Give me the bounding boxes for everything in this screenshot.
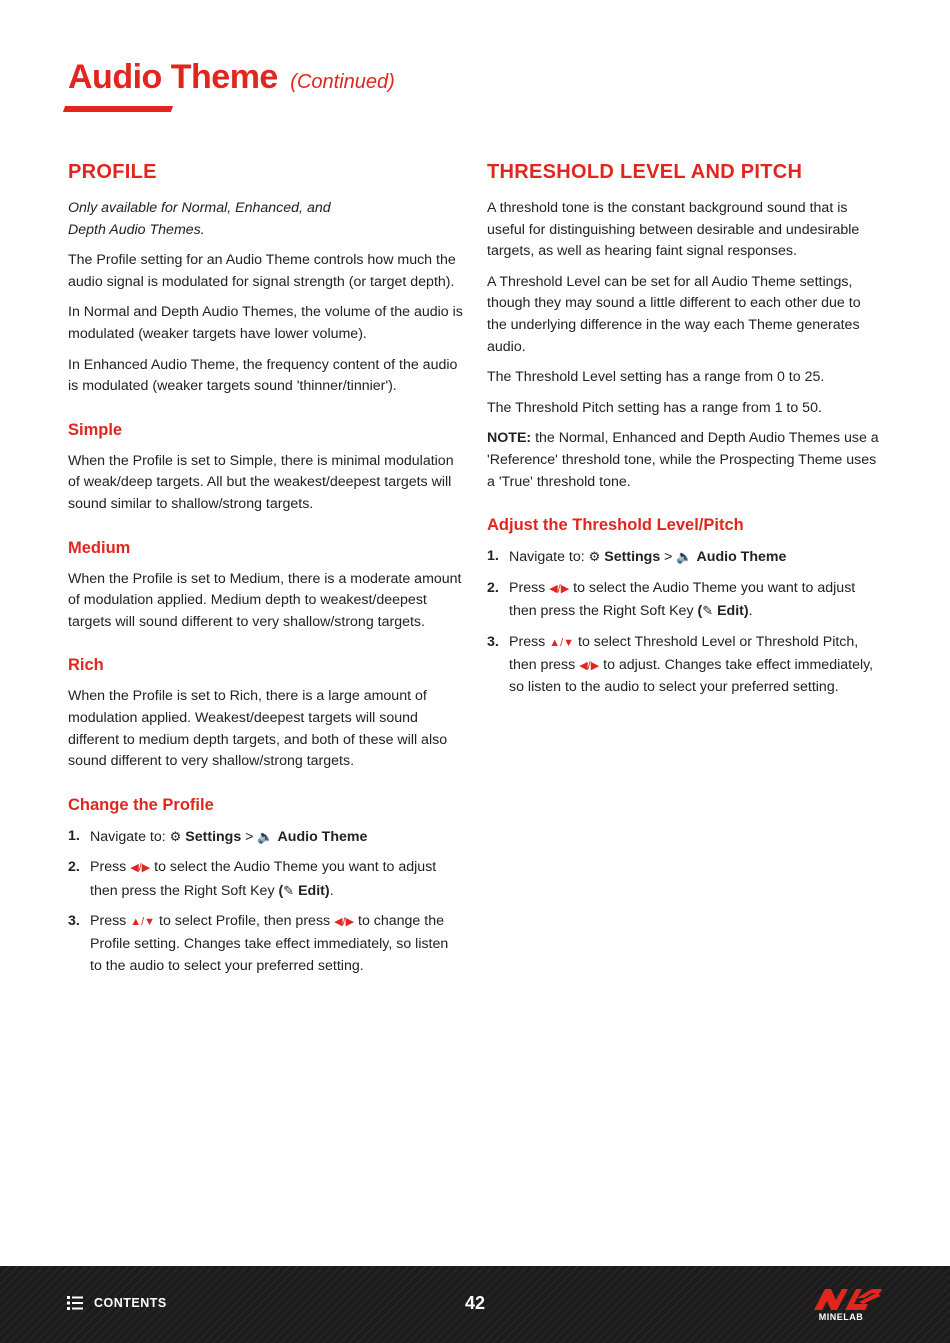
title-underline xyxy=(63,106,173,112)
step-text: to select Profile, then press xyxy=(155,913,335,930)
change-profile-steps xyxy=(68,826,464,978)
step-text: Navigate to: xyxy=(509,549,589,566)
step-text: . xyxy=(748,603,753,620)
threshold-paragraph-3: The Threshold Level setting has a range from 0 to 25. xyxy=(487,369,825,386)
pencil-icon: ✎ xyxy=(702,603,714,619)
list-item xyxy=(68,911,464,977)
profile-note: Only available for Normal, Enhanced, and Depth Audio Themes. xyxy=(68,200,331,238)
step-text: to select Threshold Level or Threshold Pitch, then press xyxy=(509,633,859,673)
step-text: Press xyxy=(90,859,131,876)
threshold-heading: THRESHOLD LEVEL AND PITCH xyxy=(487,161,803,183)
settings-label: Settings xyxy=(185,828,242,845)
minelab-logo-mark xyxy=(812,1286,884,1312)
audio-theme-label: Audio Theme xyxy=(696,549,787,566)
page-footer xyxy=(0,1266,950,1343)
adjust-threshold-heading: Adjust the Threshold Level/Pitch xyxy=(487,516,744,535)
profile-paragraph-3: In Enhanced Audio Theme, the frequency content of the audio is modulated (weaker targets sound 'thinner/tinnier'). xyxy=(68,356,458,395)
step-text: ( xyxy=(697,603,703,620)
threshold-paragraph-1: A threshold tone is the constant background sound that is useful for distinguishing between desirable and undesirable targets, as well as hearing faint signal responses. xyxy=(487,200,860,260)
change-profile-heading: Change the Profile xyxy=(68,795,214,814)
page-title: Audio Theme xyxy=(68,58,278,96)
list-item xyxy=(68,826,464,849)
step-text: ( xyxy=(278,882,284,899)
note-label: NOTE: xyxy=(487,430,532,447)
up-down-arrows-icon: ▲/▼ xyxy=(130,916,156,929)
simple-paragraph: When the Profile is set to Simple, there is minimal modulation of weak/deep targets. All but the weakest/deepest targets will sound similar to shallow/strong targets. xyxy=(68,452,454,512)
note-text: the Normal, Enhanced and Depth Audio Themes use a 'Reference' threshold tone, while the Prospecting Theme uses a 'True' threshold tone. xyxy=(487,430,879,490)
step-number: 3. xyxy=(487,633,499,650)
step-text: Press xyxy=(509,633,550,650)
medium-heading: Medium xyxy=(68,538,131,557)
step-number: 2. xyxy=(68,859,80,876)
page-subtitle: (Continued) xyxy=(290,71,395,93)
step-number: 1. xyxy=(487,548,499,565)
rich-paragraph: When the Profile is set to Rich, there is a large amount of modulation applied. Weakest/deepest targets will sound different to medium depth targets, and both of these will also sound different to very shallow/strong targets. xyxy=(68,688,448,770)
speaker-icon: 🔈 xyxy=(676,549,693,565)
profile-paragraph-1: The Profile setting for an Audio Theme controls how much the audio signal is modulated for signal strength (or target depth). xyxy=(68,252,456,290)
separator: > xyxy=(241,828,258,845)
simple-heading: Simple xyxy=(68,420,123,439)
step-text: to change the Profile setting. Changes take effect immediately, so listen to the audio to select your preferred setting. xyxy=(90,913,449,974)
separator: > xyxy=(660,549,677,566)
gear-icon: ⚙ xyxy=(588,549,601,565)
step-text: to select the Audio Theme you want to adjust then press the Right Soft Key xyxy=(90,859,437,899)
profile-heading: PROFILE xyxy=(68,161,157,183)
step-text: to select the Audio Theme you want to adjust then press the Right Soft Key xyxy=(509,579,856,620)
list-item xyxy=(487,546,883,569)
step-text: to adjust. Changes take effect immediately, so listen to the audio to select your preferred setting. xyxy=(509,656,874,696)
adjust-threshold-steps xyxy=(487,546,883,699)
minelab-logo xyxy=(812,1286,884,1322)
medium-paragraph: When the Profile is set to Medium, there is a moderate amount of modulation applied. Medium depth to weakest/deepest targets will sound different to very shallow/strong targets. xyxy=(68,570,462,630)
contents-label: CONTENTS xyxy=(94,1296,167,1310)
left-right-arrows-icon: ◀/▶ xyxy=(579,659,600,672)
edit-label: Edit) xyxy=(298,882,330,899)
rich-heading: Rich xyxy=(68,656,104,675)
threshold-paragraph-4: The Threshold Pitch setting has a range from 1 to 50. xyxy=(487,399,822,416)
edit-label: Edit) xyxy=(717,603,749,620)
list-item xyxy=(487,578,883,623)
left-right-arrows-icon: ◀/▶ xyxy=(549,582,570,595)
step-number: 3. xyxy=(68,913,80,930)
page-header xyxy=(68,58,395,97)
step-text: Navigate to: xyxy=(90,828,170,845)
left-column xyxy=(68,158,464,986)
step-text: . xyxy=(329,882,334,899)
audio-theme-label: Audio Theme xyxy=(277,828,368,845)
left-right-arrows-icon: ◀/▶ xyxy=(334,916,355,929)
list-item xyxy=(487,632,883,699)
step-text: Press xyxy=(90,913,131,930)
threshold-paragraph-2: A Threshold Level can be set for all Audio Theme settings, though they may sound a little different to each other due to the underlying difference in the way each Theme generates audio. xyxy=(487,273,861,355)
settings-label: Settings xyxy=(604,549,661,566)
right-column xyxy=(487,158,883,708)
pencil-icon: ✎ xyxy=(283,882,295,898)
left-right-arrows-icon: ◀/▶ xyxy=(130,862,151,875)
step-number: 1. xyxy=(68,827,80,844)
profile-paragraph-2: In Normal and Depth Audio Themes, the volume of the audio is modulated (weaker targets have lower volume). xyxy=(68,304,463,342)
logo-text: MINELAB xyxy=(818,1312,864,1322)
note-paragraph xyxy=(487,428,883,493)
speaker-icon: 🔈 xyxy=(257,828,274,844)
list-item xyxy=(68,857,464,902)
gear-icon: ⚙ xyxy=(169,828,182,844)
step-text: Press xyxy=(509,579,550,596)
page-number: 42 xyxy=(464,1293,486,1313)
up-down-arrows-icon: ▲/▼ xyxy=(549,636,575,649)
step-number: 2. xyxy=(487,579,499,596)
